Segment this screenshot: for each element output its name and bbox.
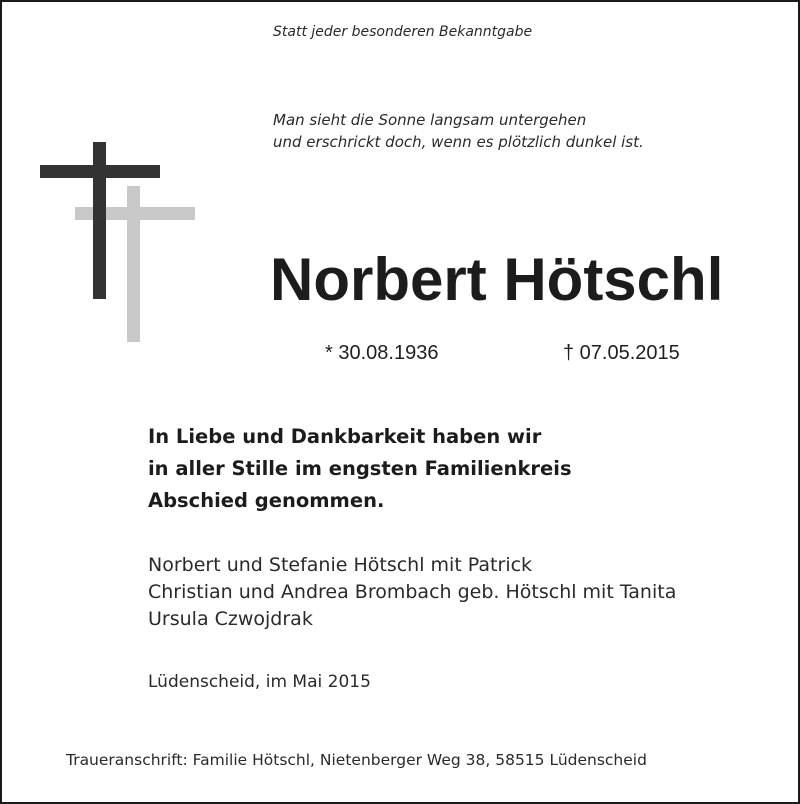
family-member: Norbert und Stefanie Hötschl mit Patrick [148,554,533,576]
death-date: † 07.05.2015 [563,342,680,364]
deceased-name: Norbert Hötschl [270,246,724,313]
quote [273,109,644,153]
family-member: Christian und Andrea Brombach geb. Hötschl mit Tanita [148,581,677,603]
birth-date: * 30.08.1936 [325,342,439,364]
crosses-icon [40,142,200,342]
dark-cross-horizontal [40,165,160,178]
statement-line: Abschied genommen. [148,489,385,512]
statement-line: In Liebe und Dankbarkeit haben wir [148,425,542,448]
family-member: Ursula Czwojdrak [148,608,313,630]
statement [148,421,572,517]
subtitle: Statt jeder besonderen Bekanntgabe [273,24,533,40]
mourning-address: Traueranschrift: Familie Hötschl, Nietenberger Weg 38, 58515 Lüdenscheid [66,751,647,769]
statement-line: in aller Stille im engsten Familienkreis [148,457,572,480]
place-date: Lüdenscheid, im Mai 2015 [148,672,371,692]
family-list [148,552,676,633]
quote-line: Man sieht die Sonne langsam untergehen [273,111,587,129]
quote-line: und erschrickt doch, wenn es plötzlich dunkel ist. [273,133,644,151]
